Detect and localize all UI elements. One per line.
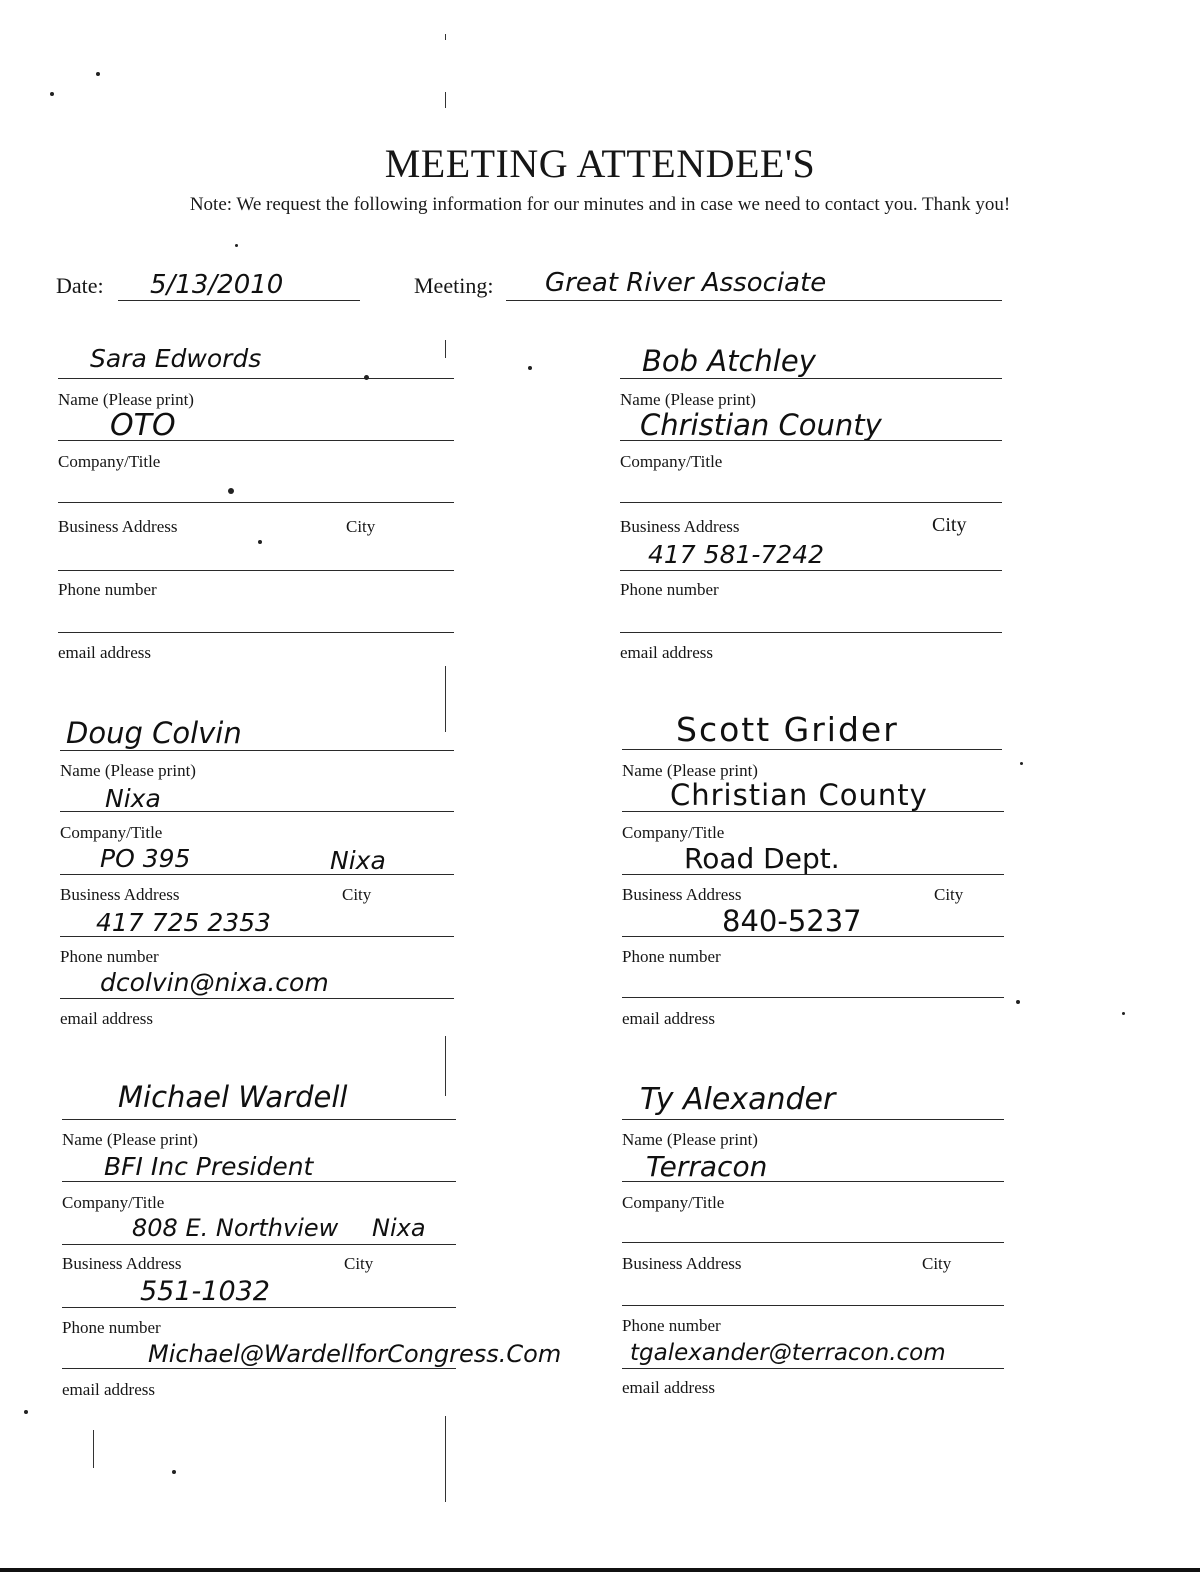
company-label: Company/Title [620,452,723,471]
city-value: Nixa [372,1214,426,1242]
phone-label: Phone number [60,947,159,966]
email-label: email address [60,1009,153,1028]
attendee-name-value: Ty Alexander [640,1082,836,1117]
name-label: Name (Please print) [58,390,194,409]
address-label: Business Address [620,517,740,536]
address-label: Business Address [622,1254,742,1273]
address-line [62,1244,456,1245]
company-value: BFI Inc President [104,1152,314,1181]
email-value: dcolvin@nixa.com [100,968,329,997]
name-line [58,378,454,379]
email-label: email address [622,1378,715,1397]
date-label: Date: [56,273,104,298]
phone-line [620,570,1002,571]
company-label: Company/Title [58,452,161,471]
attendee-name-value: Scott Grider [676,710,899,749]
scan-mark [93,1430,94,1468]
phone-line [622,936,1004,937]
email-line [60,998,454,999]
phone-line [58,570,454,571]
address-value: Road Dept. [684,842,840,875]
scan-speck [172,1470,176,1474]
address-label: Business Address [62,1254,182,1273]
scan-mark [445,34,446,40]
address-label: Business Address [622,885,742,904]
address-value: PO 395 [100,844,191,873]
phone-label: Phone number [62,1318,161,1337]
phone-label: Phone number [622,1316,721,1335]
phone-line [60,936,454,937]
company-label: Company/Title [62,1193,165,1212]
address-value: 808 E. Northview [132,1214,339,1242]
scan-speck [528,366,532,370]
email-line [62,1368,456,1369]
phone-label: Phone number [58,580,157,599]
attendee-name-value: Sara Edwords [90,344,262,373]
attendee-name-value: Bob Atchley [642,344,816,378]
company-line [60,811,454,812]
city-label: City [344,1254,374,1273]
phone-value: 417 581-7242 [648,540,825,569]
email-label: email address [58,643,151,662]
city-label: City [342,885,372,904]
email-label: email address [62,1380,155,1399]
meeting-line [506,300,1002,301]
email-line [622,1368,1004,1369]
address-line [622,874,1004,875]
city-label: City [922,1254,952,1273]
city-value: Nixa [330,846,386,875]
email-line [622,997,1004,998]
date-line [118,300,360,301]
name-label: Name (Please print) [622,1130,758,1149]
scan-speck [1020,762,1023,765]
company-line [622,811,1004,812]
address-line [60,874,454,875]
name-line [622,749,1002,750]
scan-speck [228,488,234,494]
name-label: Name (Please print) [622,761,758,780]
name-line [60,750,454,751]
request-note: Note: We request the following information for our minutes and in case we need to contact you. Thank you! [189,194,1011,215]
scan-speck [50,92,54,96]
meeting-value: Great River Associate [545,268,827,298]
name-label: Name (Please print) [60,761,196,780]
scan-mark [445,666,446,732]
phone-value: 417 725 2353 [96,908,271,937]
company-value: OTO [110,408,176,443]
company-value: Nixa [105,784,161,813]
address-label: Business Address [58,517,178,536]
scan-speck [258,540,262,544]
attendee-name-value: Michael Wardell [118,1080,348,1114]
phone-value: 551-1032 [140,1276,270,1307]
email-label: email address [622,1009,715,1028]
name-line [62,1119,456,1120]
address-line [622,1242,1004,1243]
name-label: Name (Please print) [620,390,756,409]
scan-mark [445,1416,446,1502]
scan-speck [364,375,369,380]
address-line [58,502,454,503]
scan-speck [1016,1000,1020,1004]
company-line [620,440,1002,441]
company-label: Company/Title [622,823,725,842]
company-label: Company/Title [60,823,163,842]
email-value: tgalexander@terracon.com [630,1340,946,1366]
company-line [58,440,454,441]
email-line [58,632,454,633]
city-label: City [346,517,376,536]
scan-mark [445,340,446,358]
phone-label: Phone number [622,947,721,966]
date-value: 5/13/2010 [150,270,284,300]
meeting-label: Meeting: [414,273,494,298]
city-label: City [932,514,967,536]
address-line [620,502,1002,503]
email-value: Michael@WardellforCongress.Com [148,1340,562,1368]
company-value: Christian County [640,408,882,442]
scan-speck [24,1410,28,1414]
address-label: Business Address [60,885,180,904]
email-label: email address [620,643,713,662]
city-label: City [934,885,964,904]
page-bottom-border [0,1568,1200,1572]
attendee-name-value: Doug Colvin [66,716,242,750]
phone-line [62,1307,456,1308]
email-line [620,632,1002,633]
company-line [622,1181,1004,1182]
phone-line [622,1305,1004,1306]
company-line [62,1181,456,1182]
company-value: Christian County [670,778,928,812]
scan-mark [445,1036,446,1096]
page-title: MEETING ATTENDEE'S [384,141,816,186]
company-value: Terracon [646,1150,768,1183]
phone-label: Phone number [620,580,719,599]
scan-speck [235,244,238,247]
name-label: Name (Please print) [62,1130,198,1149]
name-line [622,1119,1004,1120]
scan-mark [445,92,446,108]
scan-speck [1122,1012,1125,1015]
phone-value: 840-5237 [722,904,862,938]
name-line [620,378,1002,379]
scan-speck [96,72,100,76]
company-label: Company/Title [622,1193,725,1212]
